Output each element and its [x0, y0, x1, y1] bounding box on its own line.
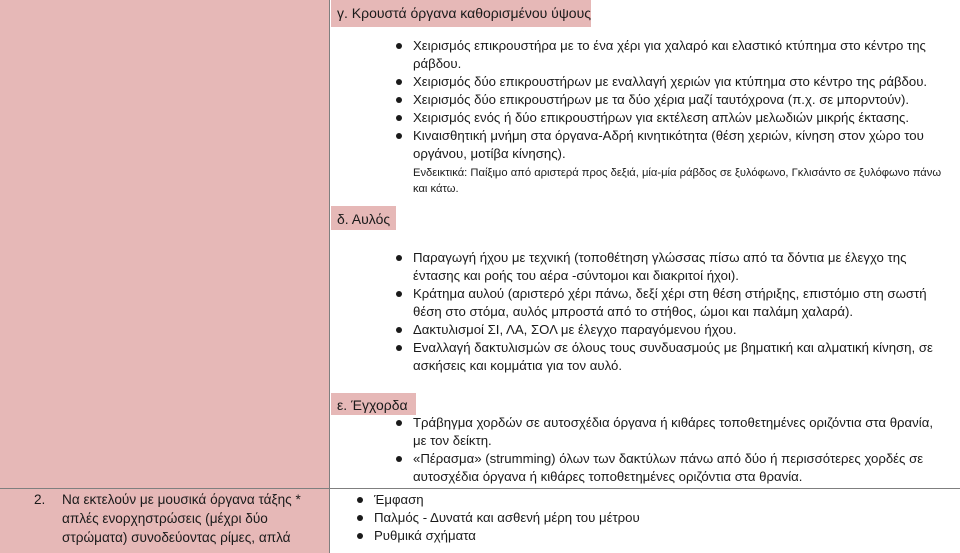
list-item: Χειρισμός ενός ή δύο επικρουστήρων για εκτέλεση απλών μελωδιών μικρής έκτασης.: [413, 109, 948, 127]
list-item: Παραγωγή ήχου με τεχνική (τοποθέτηση γλώσσας πίσω από τα δόντια με έλεγχο της έντασης και ροής του αέρα -σύντομοι και διακριτοί ήχοι).: [413, 249, 948, 285]
list-item: Έμφαση: [374, 491, 944, 509]
section-title-delta: δ. Αυλός: [337, 211, 391, 227]
item-text-line: στρώματα) συνοδεύοντας ρίμες, απλά: [62, 530, 291, 545]
item-text-line: Να εκτελούν με μουσικά όργανα τάξης *: [62, 492, 301, 507]
row-divider: [0, 488, 960, 489]
list-item: Χειρισμός δύο επικρουστήρων με εναλλαγή χεριών για κτύπημα στο κέντρο της ράβδου.: [413, 73, 948, 91]
gamma-list: [413, 37, 948, 197]
left-column: [0, 0, 330, 553]
list-item: Χειρισμός επικρουστήρα με το ένα χέρι για χαλαρό και ελαστικό κτύπημα στο κέντρο της ράβδου.: [413, 37, 948, 73]
list-item: Κιναισθητική μνήμη στα όργανα-Αδρή κινητικότητα (θέση χεριών, κίνηση στον χώρο του οργάνου, μοτίβα κίνησης).: [413, 127, 948, 163]
list-item: Τράβηγμα χορδών σε αυτοσχέδια όργανα ή κιθάρες τοποθετημένες οριζόντια στα θρανία, με τον δείκτη.: [413, 414, 948, 450]
list-item: Παλμός - Δυνατά και ασθενή μέρη του μέτρου: [374, 509, 944, 527]
list-item: Δακτυλισμοί ΣΙ, ΛΑ, ΣΟΛ με έλεγχο παραγόμενου ήχου.: [413, 321, 948, 339]
epsilon-list: [413, 414, 948, 486]
list-item: Εναλλαγή δακτυλισμών σε όλους τους συνδυασμούς με βηματική και αλματική κίνηση, σε ασκήσεις και κομμάτια για τον αυλό.: [413, 339, 948, 375]
list-item: Ρυθμικά σχήματα: [374, 527, 944, 545]
note-text: Ενδεικτικά: Παίξιμο από αριστερά προς δεξιά, μία-μία ράβδος σε ξυλόφωνο, Γκλισάντο σε ξυλόφωνο πάνω και κάτω.: [413, 167, 942, 195]
list-item: Κράτημα αυλού (αριστερό χέρι πάνω, δεξί χέρι στη θέση στήριξης, επιστόμιο στη σωστή θέση στο στόμα, αυλός μπροστά από το στήθος, ώμοι και παλάμη χαλαρά).: [413, 285, 948, 321]
list-item: Χειρισμός δύο επικρουστήρων με τα δύο χέρια μαζί ταυτόχρονα (π.χ. σε μπορντούν).: [413, 91, 948, 109]
section-title-epsilon: ε. Έγχορδα: [337, 397, 408, 413]
item-number: 2.: [34, 492, 46, 507]
item2-list: [374, 491, 944, 545]
item-text-line: απλές ενορχηστρώσεις (μέχρι δύο: [62, 511, 268, 526]
list-item: «Πέρασμα» (strumming) όλων των δακτύλων πάνω από δύο ή περισσότερες χορδές σε αυτοσχέδια όργανα ή κιθάρες τοποθετημένες οριζόντια στα θρανία.: [413, 450, 948, 486]
section-title-gamma: γ. Κρουστά όργανα καθορισμένου ύψους: [337, 5, 591, 21]
delta-list: [413, 249, 948, 375]
